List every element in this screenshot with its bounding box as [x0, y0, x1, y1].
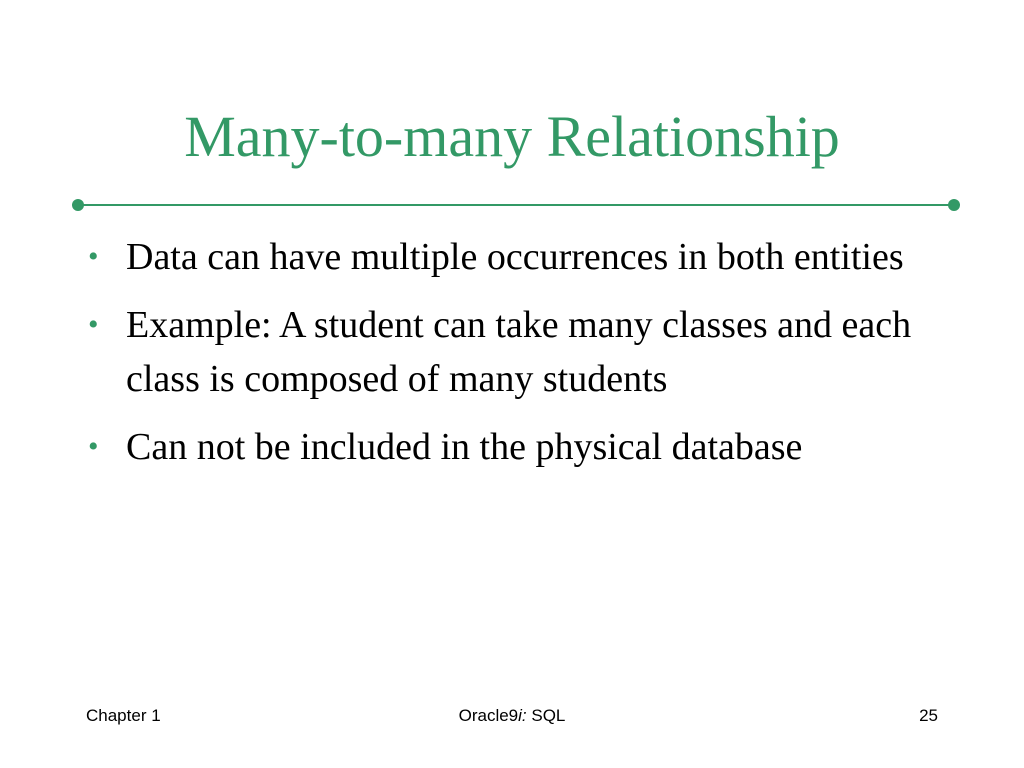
bullet-text: Example: A student can take many classes and each class is composed of many students [126, 304, 912, 400]
list-item [84, 298, 964, 406]
bullet-dot-icon: • [88, 240, 99, 273]
bullet-text: Data can have multiple occurrences in both entities [126, 236, 904, 278]
footer-course-italic: i: [518, 706, 527, 725]
bullet-text: Can not be included in the physical database [126, 426, 803, 468]
footer-page-number: 25 [919, 706, 938, 725]
footer-chapter: Chapter 1 [86, 706, 161, 725]
bullet-list [84, 230, 964, 488]
title-divider-icon [70, 197, 962, 213]
footer-course [0, 704, 1024, 728]
list-item [84, 420, 964, 474]
bullet-dot-icon: • [88, 430, 99, 463]
list-item [84, 230, 964, 284]
footer-course-suffix: SQL [526, 706, 566, 725]
bullet-dot-icon: • [88, 308, 99, 341]
footer-course-prefix: Oracle9 [458, 706, 519, 725]
slide-title: Many-to-many Relationship [184, 104, 840, 169]
